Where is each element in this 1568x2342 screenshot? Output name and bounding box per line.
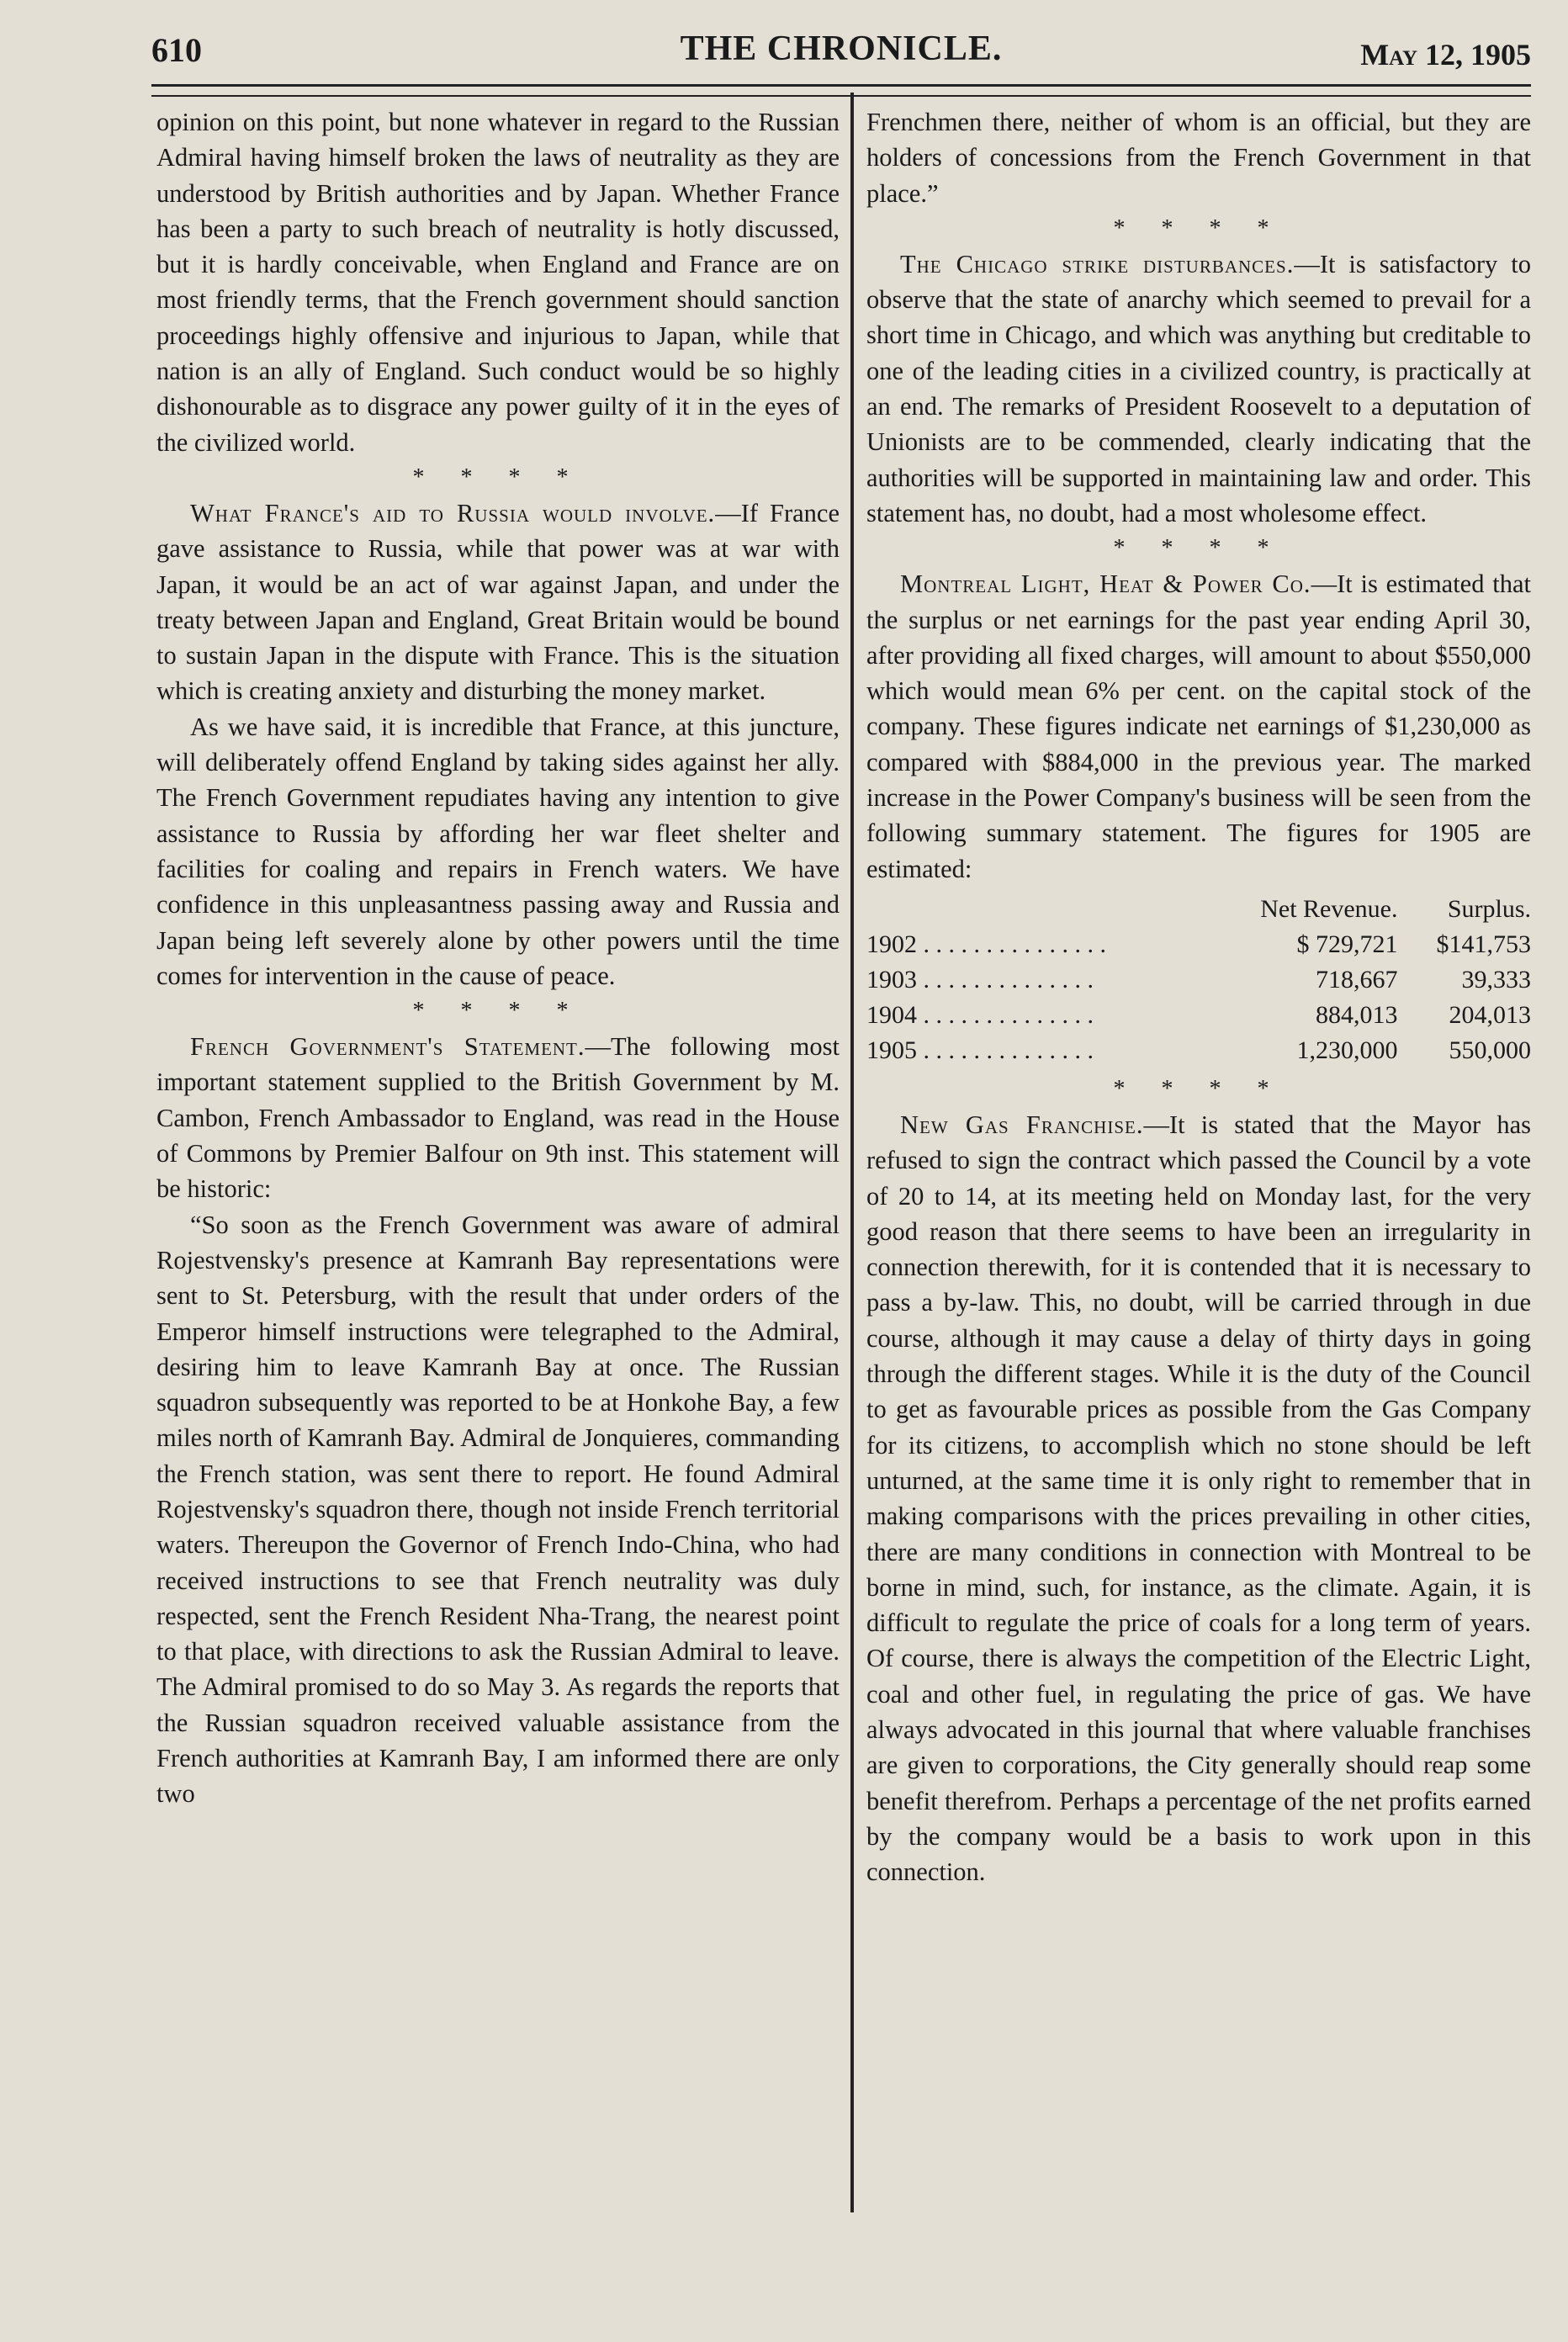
intro-paragraph: opinion on this point, but none whatever in regard to the Russian Admiral having himself broken the laws of neutrality as they are understood by British authorities and by Japan. Whether France has been a party to such breach of neutrality is hotly discussed, but it is hardly conceivable, when England and France are on most friendly terms, that the French government should sanction proceedings highly offensive and injurious to Japan, while that nation is an ally of England. Such conduct would be so highly dishonourable as to disgrace any power guilty of it in the eyes of the civilized world. (156, 108, 840, 457)
left-column (156, 104, 840, 1812)
page-header (151, 25, 1531, 84)
article-heading: The Chicago strike disturbances. (900, 249, 1295, 278)
net-revenue-cell: 1,230,000 (1296, 1036, 1398, 1064)
year-cell: 1905 . . . . . . . . . . . . . . (866, 1036, 1094, 1064)
net-revenue-cell: $ 729,721 (1296, 930, 1398, 958)
right-column (866, 104, 1531, 1889)
article-heading: French Government's Statement. (190, 1032, 585, 1062)
leader-dots: . . . . . . . . . . . . . . (917, 965, 1094, 993)
surplus-header: Surplus. (1447, 894, 1531, 923)
article-montreal-power (866, 566, 1531, 887)
article-body: —The following most important statement supplied to the British Government by M. Cambon, French Ambassador to England, was read in the House of Commons by Premier Balfour on 9th inst. This statement will be historic: (156, 1032, 840, 1204)
year-cell: 1903 . . . . . . . . . . . . . . (866, 965, 1094, 993)
article-heading: Montreal Light, Heat & Power Co. (900, 570, 1311, 599)
net-revenue-header: Net Revenue. (1260, 894, 1398, 923)
header-rule (151, 84, 1531, 97)
net-revenue-cell: 884,013 (1316, 1000, 1398, 1029)
article-french-statement (156, 1029, 840, 1206)
table-row (866, 998, 1531, 1033)
table-header-row (866, 892, 1531, 927)
table-row (866, 962, 1531, 998)
surplus-cell: 204,013 (1449, 1000, 1531, 1029)
table-row (866, 927, 1531, 962)
surplus-cell: 550,000 (1449, 1036, 1531, 1064)
section-separator: * * * * (1113, 535, 1285, 562)
article-france-aid (156, 495, 840, 709)
article-body: —If France gave assistance to Russia, while that power was at war with Japan, it would be an act of war against Japan, and under the treaty between Japan and England, Great Britain would be bound to sustain Japan in the dispute with France. This is the situation which is creating anxiety and disturbing the money market. (156, 498, 840, 706)
article-body: —It is satisfactory to observe that the state of anarchy which seemed to prevail for a short time in Chicago, and which was anything but creditable to one of the leading cities in a civilized country, is practically at an end. The remarks of President Roosevelt to a deputation of Unionists are to be commended, clearly indicating that the authorities will be supported in maintaining law and order. This statement has, no doubt, had a most wholesome effect. (866, 249, 1531, 527)
section-separator: * * * * (1113, 215, 1285, 241)
net-revenue-cell: 718,667 (1316, 965, 1398, 993)
article-paragraph: As we have said, it is incredible that France, at this juncture, will deliberately offend England by taking sides against her ally. The French Government repudiates having any intention to give assistance to Russia by affording her war fleet shelter and facilities for coaling and repairs in French waters. We have confidence in this unpleasantness passing away and Russia and Japan being left severely alone by other powers until the time comes for intervention in the cause of peace. (156, 712, 840, 990)
revenue-table (866, 892, 1531, 1068)
page-number: 610 (151, 31, 202, 69)
article-gas-franchise (866, 1107, 1531, 1890)
year-cell: 1902 . . . . . . . . . . . . . . . (866, 930, 1106, 958)
section-separator: * * * * (1113, 1075, 1285, 1102)
article-body: —It is stated that the Mayor has refused to sign the contract which passed the Council by a vote of 20 to 14, at its meeting held on Monday last, for the very good reason that there seems to have been an irregularity in connection therewith, for it is contended that it is necessary to pass a by-law. This, no doubt, will be carried through in due course, although it may cause a delay of thirty days in going through the different stages. While it is the duty of the Council to get as favourable prices as possible from the Gas Company for its citizens, to accomplish which no stone should be left unturned, at the same time it is only right to remember that in making comparisons with the prices prevailing in other cities, there are many conditions in connection with Montreal to be borne in mind, such, for instance, as the climate. Again, it is difficult to regulate the price of coals for a long term of years. Of course, there is always the competition of the Electric Light, coal and other fuel, in regulating the price of gas. We have always advocated in this journal that where valuable franchises are given to corporations, the City generally should reap some benefit therefrom. Perhaps a percentage of the net profits earned by the company would be a basis to work upon in this connection. (866, 1110, 1531, 1887)
year-column-header (866, 892, 1204, 927)
issue-date: May 12, 1905 (1360, 38, 1531, 72)
section-separator: * * * * (412, 998, 584, 1025)
quote-continuation: Frenchmen there, neither of whom is an official, but they are holders of concessions from the French Government in that place.” (866, 108, 1531, 208)
article-chicago-strike (866, 246, 1531, 531)
journal-title: THE CHRONICLE. (680, 29, 1003, 68)
section-separator: * * * * (412, 464, 584, 490)
surplus-cell: $141,753 (1436, 930, 1531, 958)
leader-dots: . . . . . . . . . . . . . . . (917, 930, 1106, 958)
surplus-cell: 39,333 (1461, 965, 1531, 993)
leader-dots: . . . . . . . . . . . . . . (917, 1000, 1094, 1029)
table-row (866, 1033, 1531, 1068)
column-divider (850, 93, 854, 2212)
article-heading: What France's aid to Russia would involve. (190, 498, 716, 527)
leader-dots: . . . . . . . . . . . . . . (917, 1036, 1094, 1064)
quoted-statement: “So soon as the French Government was aware of admiral Rojestvensky's presence at Kamranh Bay representations were sent to St. Petersburg, with the result that under orders of the Emperor himself instructions were telegraphed to the Admiral, desiring him to leave Kamranh Bay at once. The Russian squadron subsequently was reported to be at Honkohe Bay, a few miles north of Kamranh Bay. Admiral de Jonquieres, commanding the French station, was sent there to report. He found Admiral Rojestvensky's squadron there, though not inside French territorial waters. Thereupon the Governor of French Indo-China, who had received instructions to see that French neutrality was duly respected, sent the French Resident Nha-Trang, the nearest point to that place, with directions to ask the Russian Admiral to leave. The Admiral promised to do so May 3. As regards the reports that the Russian squadron received valuable assistance from the French authorities at Kamranh Bay, I am informed there are only two (156, 1210, 840, 1809)
article-heading: New Gas Franchise. (900, 1110, 1144, 1139)
year-cell: 1904 . . . . . . . . . . . . . . (866, 1000, 1094, 1029)
article-body: —It is estimated that the surplus or net earnings for the past year ending April 30, after providing all fixed charges, will amount to about $550,000 which would mean 6% per cent. on the capital stock of the company. These figures indicate net earnings of $1,230,000 as compared with $884,000 in the previous year. The marked increase in the Power Company's business will be seen from the following summary statement. The figures for 1905 are estimated: (866, 570, 1531, 883)
